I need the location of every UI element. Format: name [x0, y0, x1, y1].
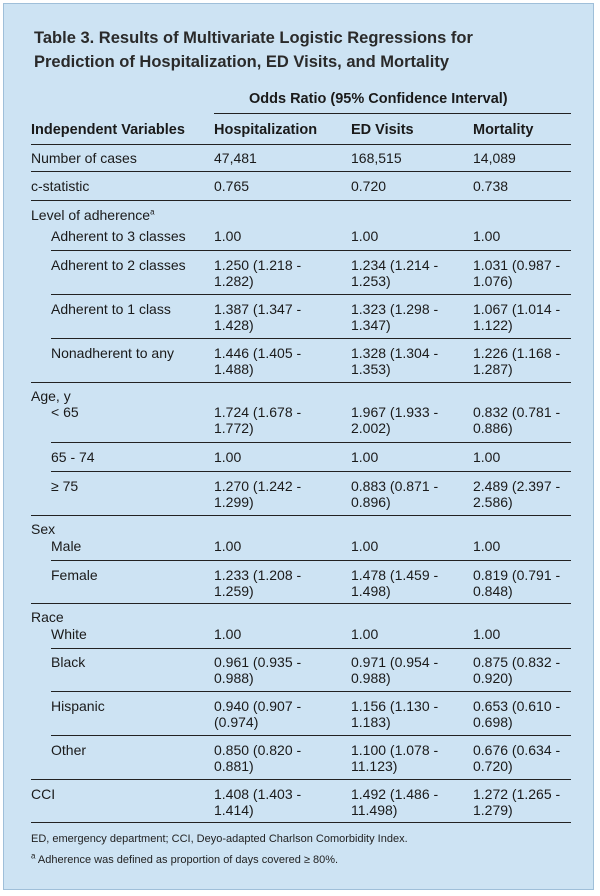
footnote-marker: a: [31, 851, 36, 861]
cell-adh1-ed: 1.323 (1.298 - 1.347): [351, 301, 439, 333]
cell-cci-ed: 1.492 (1.486 - 11.498): [351, 786, 439, 818]
cell-female-mort: 0.819 (0.791 - 0.848): [473, 567, 561, 599]
group-label-sex: Sex: [31, 521, 56, 537]
cell-other-ed: 1.100 (1.078 - 11.123): [351, 742, 439, 774]
group-rule: [31, 779, 571, 780]
cell-age6574-hosp: 1.00: [214, 449, 242, 465]
row-label-adh3: Adherent to 3 classes: [51, 228, 186, 244]
cell-black-mort: 0.875 (0.832 - 0.920): [473, 654, 561, 686]
cell-nonadh-ed: 1.328 (1.304 - 1.353): [351, 345, 439, 377]
cell-female-hosp: 1.233 (1.208 - 1.259): [214, 567, 302, 599]
row-rule: [51, 648, 571, 649]
cell-cci-mort: 1.272 (1.265 - 1.279): [473, 786, 561, 818]
cell-age75-hosp: 1.270 (1.242 - 1.299): [214, 478, 302, 510]
row-label-cci: CCI: [31, 786, 56, 802]
table-title-line-1: Table 3. Results of Multivariate Logistic Regressions for: [34, 29, 473, 47]
cell-age65-ed: 1.967 (1.933 - 2.002): [351, 404, 439, 436]
row-rule: [51, 691, 571, 692]
column-header-ed-visits: ED Visits: [351, 122, 414, 138]
cell-adh2-hosp: 1.250 (1.218 - 1.282): [214, 257, 302, 289]
cell-other-hosp: 0.850 (0.820 - 0.881): [214, 742, 302, 774]
cell-male-hosp: 1.00: [214, 538, 242, 554]
cell-cstat-mort: 0.738: [473, 178, 509, 194]
cell-cases-ed: 168,515: [351, 150, 402, 166]
row-rule: [51, 560, 571, 561]
row-rule: [51, 294, 571, 295]
cell-age6574-mort: 1.00: [473, 449, 501, 465]
cell-black-hosp: 0.961 (0.935 - 0.988): [214, 654, 302, 686]
group-rule: [31, 515, 571, 516]
cell-adh3-mort: 1.00: [473, 228, 501, 244]
group-rule: [31, 382, 571, 383]
footnote-adherence: $^a$ Adherence was defined as proportion of days covered ≥ 80%.: [31, 851, 339, 866]
row-rule: [31, 171, 571, 172]
cell-adh3-hosp: 1.00: [214, 228, 242, 244]
cell-cci-hosp: 1.408 (1.403 - 1.414): [214, 786, 302, 818]
cell-nonadh-hosp: 1.446 (1.405 - 1.488): [214, 345, 302, 377]
cell-age75-mort: 2.489 (2.397 - 2.586): [473, 478, 561, 510]
group-label-adherence: Level of adherence$^a$: [31, 207, 155, 223]
cell-age6574-ed: 1.00: [351, 449, 379, 465]
header-rule: [31, 144, 571, 145]
cell-male-ed: 1.00: [351, 538, 379, 554]
group-label-race: Race: [31, 609, 64, 625]
row-label-adh1: Adherent to 1 class: [51, 301, 171, 317]
row-label-white: White: [51, 626, 87, 642]
row-label-other: Other: [51, 742, 87, 758]
spanner-rule: [214, 113, 571, 114]
row-rule: [51, 250, 571, 251]
cell-age65-hosp: 1.724 (1.678 - 1.772): [214, 404, 302, 436]
cell-age75-ed: 0.883 (0.871 - 0.896): [351, 478, 439, 510]
row-label-nonadh: Nonadherent to any: [51, 345, 174, 361]
footnote-marker: a: [150, 207, 155, 217]
row-rule: [31, 200, 571, 201]
row-label-cstat: c-statistic: [31, 178, 90, 194]
cell-adh2-ed: 1.234 (1.214 - 1.253): [351, 257, 439, 289]
column-header-variables: Independent Variables: [31, 122, 185, 138]
row-label-female: Female: [51, 567, 98, 583]
cell-cstat-ed: 0.720: [351, 178, 387, 194]
cell-male-mort: 1.00: [473, 538, 501, 554]
cell-white-hosp: 1.00: [214, 626, 242, 642]
cell-hispanic-hosp: 0.940 (0.907 - (0.974): [214, 698, 302, 730]
cell-white-ed: 1.00: [351, 626, 379, 642]
row-label-age6574: 65 - 74: [51, 449, 95, 465]
footnote-abbreviations: ED, emergency department; CCI, Deyo-adapted Charlson Comorbidity Index.: [31, 833, 408, 845]
cell-black-ed: 0.971 (0.954 - 0.988): [351, 654, 439, 686]
cell-age65-mort: 0.832 (0.781 - 0.886): [473, 404, 561, 436]
cell-hispanic-mort: 0.653 (0.610 - 0.698): [473, 698, 561, 730]
cell-cstat-hosp: 0.765: [214, 178, 250, 194]
cell-cases-mort: 14,089: [473, 150, 516, 166]
row-rule: [51, 735, 571, 736]
table-title-line-2: Prediction of Hospitalization, ED Visits, and Mortality: [34, 53, 449, 71]
table-panel: [3, 3, 594, 890]
group-label-age: Age, y: [31, 388, 71, 404]
cell-nonadh-mort: 1.226 (1.168 - 1.287): [473, 345, 561, 377]
cell-female-ed: 1.478 (1.459 - 1.498): [351, 567, 439, 599]
row-rule: [51, 442, 571, 443]
spanner-header: Odds Ratio (95% Confidence Interval): [249, 91, 508, 107]
column-header-mortality: Mortality: [473, 122, 534, 138]
row-rule: [51, 471, 571, 472]
table-bottom-rule: [31, 822, 571, 823]
cell-cases-hosp: 47,481: [214, 150, 257, 166]
row-label-age65: < 65: [51, 404, 79, 420]
cell-adh3-ed: 1.00: [351, 228, 379, 244]
row-rule: [51, 338, 571, 339]
cell-other-mort: 0.676 (0.634 - 0.720): [473, 742, 561, 774]
cell-adh2-mort: 1.031 (0.987 - 1.076): [473, 257, 561, 289]
row-label-adh2: Adherent to 2 classes: [51, 257, 186, 273]
row-label-male: Male: [51, 538, 82, 554]
row-label-cases: Number of cases: [31, 150, 137, 166]
column-header-hospitalization: Hospitalization: [214, 122, 318, 138]
cell-white-mort: 1.00: [473, 626, 501, 642]
row-label-black: Black: [51, 654, 86, 670]
cell-adh1-mort: 1.067 (1.014 - 1.122): [473, 301, 561, 333]
cell-adh1-hosp: 1.387 (1.347 - 1.428): [214, 301, 302, 333]
cell-hispanic-ed: 1.156 (1.130 - 1.183): [351, 698, 439, 730]
row-label-hispanic: Hispanic: [51, 698, 105, 714]
row-label-age75: ≥ 75: [51, 478, 79, 494]
group-rule: [31, 603, 571, 604]
table-title: [34, 26, 574, 74]
